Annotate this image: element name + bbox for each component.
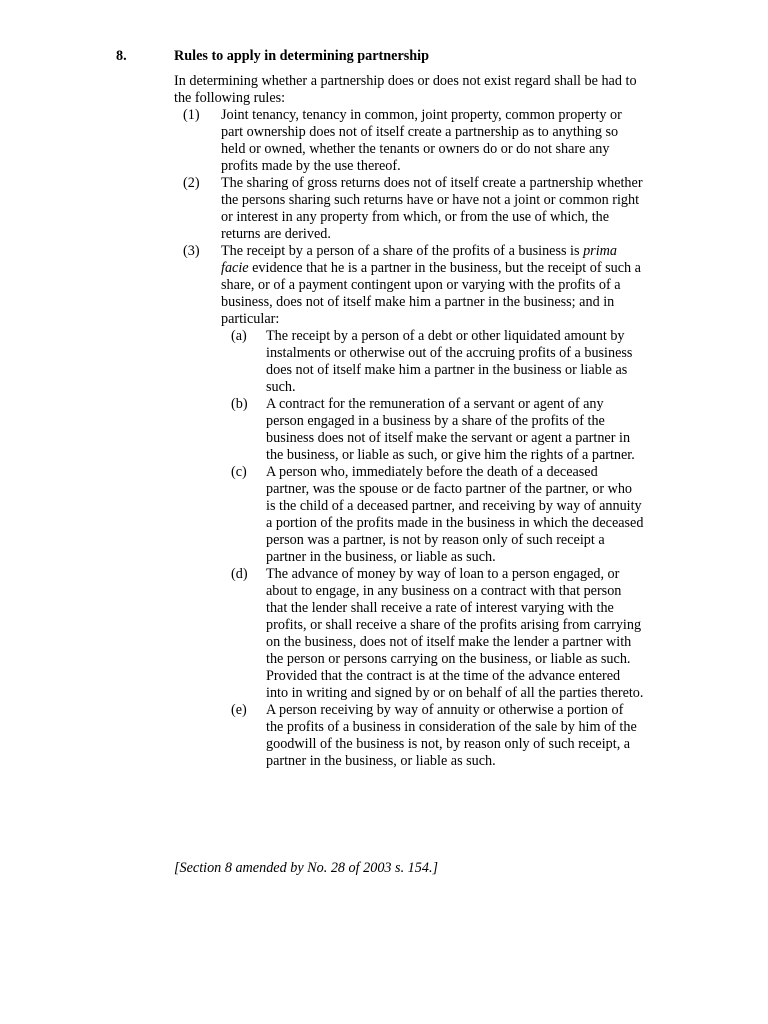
rule-text-after: evidence that he is a partner in the business, but the receipt of such a share, or of a payment contingent upon or varying with the profits of a business, does not of itself make him a partner in the business; and in particular: [221, 260, 641, 327]
rule-number: (3) [183, 243, 200, 259]
sub-rule-d [221, 566, 644, 702]
sub-rule-b [221, 396, 644, 464]
sub-rule-letter: (b) [231, 396, 248, 412]
sub-rule-a [221, 328, 644, 396]
rule-text-italic: prima facie [221, 243, 617, 276]
sub-rule-letter: (a) [231, 328, 247, 344]
sub-rule-text: The receipt by a person of a debt or other liquidated amount by instalments or otherwise out of the accruing profits of a business does not of itself make him a partner in the business or liable as such. [266, 328, 633, 395]
rule-number: (2) [183, 175, 200, 191]
rule-text: Joint tenancy, tenancy in common, joint property, common property or part ownership does not of itself create a partnership as to anything so held or owned, whether the tenants or owners do or do not share any profits made by the use thereof. [221, 107, 622, 174]
sub-rule-text: A person who, immediately before the death of a deceased partner, was the spouse or de facto partner of the partner, or who is the child of a deceased partner, and receiving by way of annuity a portion of the profits made in the business in which the deceased person was a partner, is not by reason only of such receipt a partner in the business, or liable as such. [266, 464, 644, 565]
sub-rule-e [221, 702, 644, 770]
sub-rule-c [221, 464, 644, 566]
amendment-note: [Section 8 amended by No. 28 of 2003 s. 154.] [174, 860, 439, 876]
rule-item-1 [174, 107, 644, 175]
rule-text [221, 243, 644, 328]
sub-rules [221, 328, 644, 770]
section-intro: In determining whether a partnership does or does not exist regard shall be had to the following rules: [174, 73, 637, 106]
section-number: 8. [116, 48, 127, 64]
sub-rule-letter: (d) [231, 566, 248, 582]
sub-rule-text: The advance of money by way of loan to a person engaged, or about to engage, in any business on a contract with that person that the lender shall receive a rate of interest varying with the profits, or shall receive a share of the profits arising from carrying on the business, does not of itself make the lender a partner with the person or persons carrying on the business, or liable as such. Provided that the contract is at the time of the advance entered into in writing and signed by or on behalf of all the parties thereto. [266, 566, 644, 701]
rule-number: (1) [183, 107, 200, 123]
rule-text: The sharing of gross returns does not of itself create a partnership whether the persons sharing such returns have or have not a joint or common right or interest in any property from which, or from the use of which, the returns are derived. [221, 175, 643, 242]
section-heading: Rules to apply in determining partnership [174, 48, 430, 64]
rule-text-before: The receipt by a person of a share of the profits of a business is [221, 243, 580, 259]
rule-item-3 [174, 243, 644, 770]
sub-rule-letter: (c) [231, 464, 247, 480]
section-body [174, 73, 644, 770]
rule-item-2 [174, 175, 644, 243]
sub-rule-text: A person receiving by way of annuity or otherwise a portion of the profits of a business in consideration of the sale by him of the goodwill of the business is not, by reason only of such receipt, a partner in the business, or liable as such. [266, 702, 637, 769]
sub-rule-letter: (e) [231, 702, 247, 718]
sub-rule-text: A contract for the remuneration of a servant or agent of any person engaged in a business by a share of the profits of the business does not of itself make the servant or agent a partner in the business, or liable as such, or give him the rights of a partner. [266, 396, 635, 463]
